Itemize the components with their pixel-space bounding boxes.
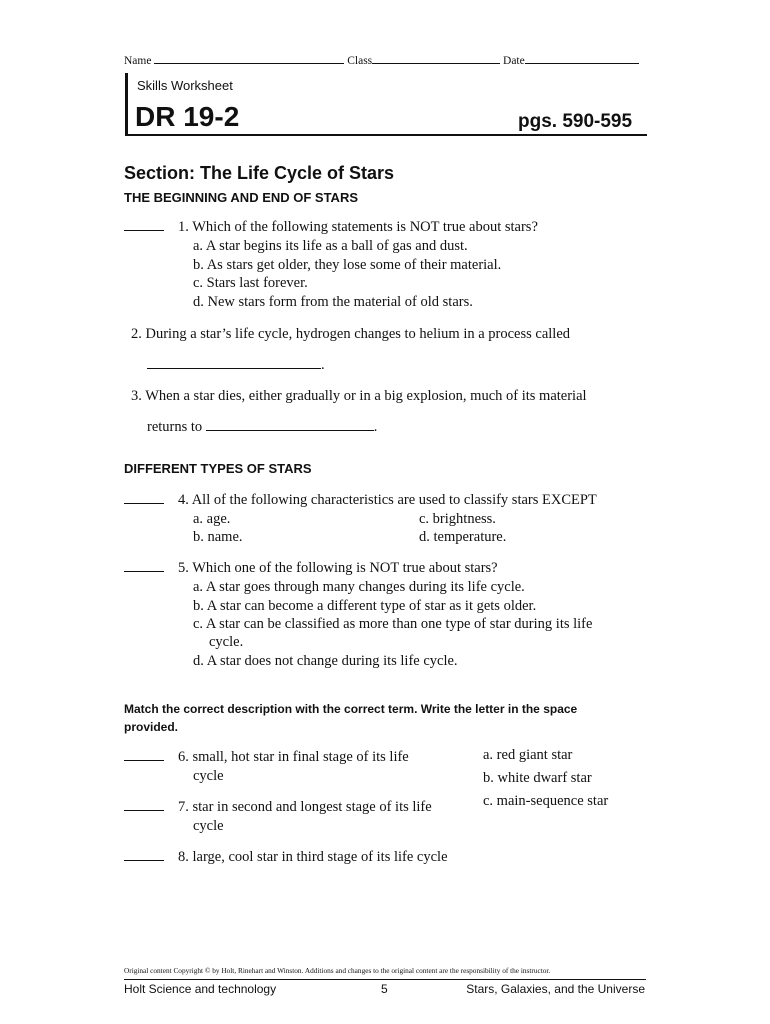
header-fields <box>124 55 639 67</box>
subheading-beginning-end: THE BEGINNING AND END OF STARS <box>124 190 359 205</box>
answer-blank-3[interactable] <box>206 430 374 431</box>
answer-blank-8[interactable] <box>124 860 164 861</box>
question-5 <box>124 560 164 577</box>
publisher: Holt Science and technology <box>124 982 277 996</box>
question-8-text: 8. large, cool star in third stage of its life cycle <box>178 849 448 865</box>
term-b: b. white dwarf star <box>483 770 592 786</box>
question-1-text: 1. Which of the following statements is NOT true about stars? <box>178 219 538 235</box>
question-3-line2: returns to <box>147 419 203 435</box>
question-3-text: 3. When a star dies, either gradually or in a big explosion, much of its material <box>131 388 587 404</box>
answer-blank-7[interactable] <box>124 810 164 811</box>
worksheet-label: Skills Worksheet <box>137 78 233 93</box>
question-4-text: 4. All of the following characteristics are used to classify stars EXCEPT <box>178 492 597 508</box>
worksheet-title: DR 19-2 <box>135 101 240 132</box>
class-label: Class <box>347 55 373 67</box>
book-title: Stars, Galaxies, and the Universe <box>466 982 645 996</box>
question-3-end: . <box>373 419 378 435</box>
page-number: 5 <box>381 982 388 996</box>
term-a: a. red giant star <box>483 747 573 763</box>
question-1-option-b: b. As stars get older, they lose some of their material. <box>193 257 502 273</box>
date-blank[interactable] <box>525 63 639 64</box>
answer-blank-6[interactable] <box>124 760 164 761</box>
question-5-option-b: b. A star can become a different type of star as it gets older. <box>193 598 537 614</box>
question-7-text: 7. star in second and longest stage of its life <box>178 799 432 815</box>
footer-rule <box>124 979 646 980</box>
answer-blank-1[interactable] <box>124 230 164 231</box>
class-blank[interactable] <box>372 63 500 64</box>
question-1-option-d: d. New stars form from the material of old stars. <box>193 294 473 310</box>
question-1-option-a: a. A star begins its life as a ball of gas and dust. <box>193 238 468 254</box>
question-6 <box>124 749 164 766</box>
question-5-option-c: c. A star can be classified as more than one type of star during its life <box>193 616 593 632</box>
section-title: Section: The Life Cycle of Stars <box>124 163 395 183</box>
question-8 <box>124 849 164 866</box>
question-3-answer <box>147 419 377 436</box>
title-bar-vertical <box>125 73 128 134</box>
question-2-answer <box>147 357 325 374</box>
question-2-text: 2. During a star’s life cycle, hydrogen changes to helium in a process called <box>131 326 571 342</box>
name-label: Name <box>124 55 152 67</box>
question-1 <box>124 219 164 236</box>
answer-blank-4[interactable] <box>124 503 164 504</box>
question-6-text-cont: cycle <box>193 768 224 784</box>
title-rule <box>125 134 647 136</box>
question-4-option-b: b. name. <box>193 529 243 545</box>
name-blank[interactable] <box>154 63 344 64</box>
question-5-text: 5. Which one of the following is NOT true about stars? <box>178 560 498 576</box>
question-4-option-a: a. age. <box>193 511 231 527</box>
question-7-text-cont: cycle <box>193 818 224 834</box>
matching-instructions-cont: provided. <box>124 720 179 734</box>
date-label: Date <box>503 55 525 67</box>
question-5-option-d: d. A star does not change during its life cycle. <box>193 653 458 669</box>
subheading-types: DIFFERENT TYPES OF STARS <box>124 461 312 476</box>
question-6-text: 6. small, hot star in final stage of its life <box>178 749 409 765</box>
question-1-option-c: c. Stars last forever. <box>193 275 308 291</box>
question-4-option-c: c. brightness. <box>419 511 496 527</box>
question-2-end: . <box>321 357 325 373</box>
answer-blank-5[interactable] <box>124 571 164 572</box>
copyright-notice: Original content Copyright © by Holt, Rinehart and Winston. Additions and changes to the original content are the responsibility of the instructor. <box>124 966 551 975</box>
page-range: pgs. 590-595 <box>518 111 633 132</box>
question-7 <box>124 799 164 816</box>
matching-instructions: Match the correct description with the correct term. Write the letter in the space <box>124 702 578 716</box>
question-5-option-a: a. A star goes through many changes during its life cycle. <box>193 579 525 595</box>
term-c: c. main-sequence star <box>483 793 609 809</box>
question-4 <box>124 492 164 509</box>
question-4-option-d: d. temperature. <box>419 529 507 545</box>
answer-blank-2[interactable] <box>147 368 321 369</box>
question-5-option-c-cont: cycle. <box>209 634 244 650</box>
